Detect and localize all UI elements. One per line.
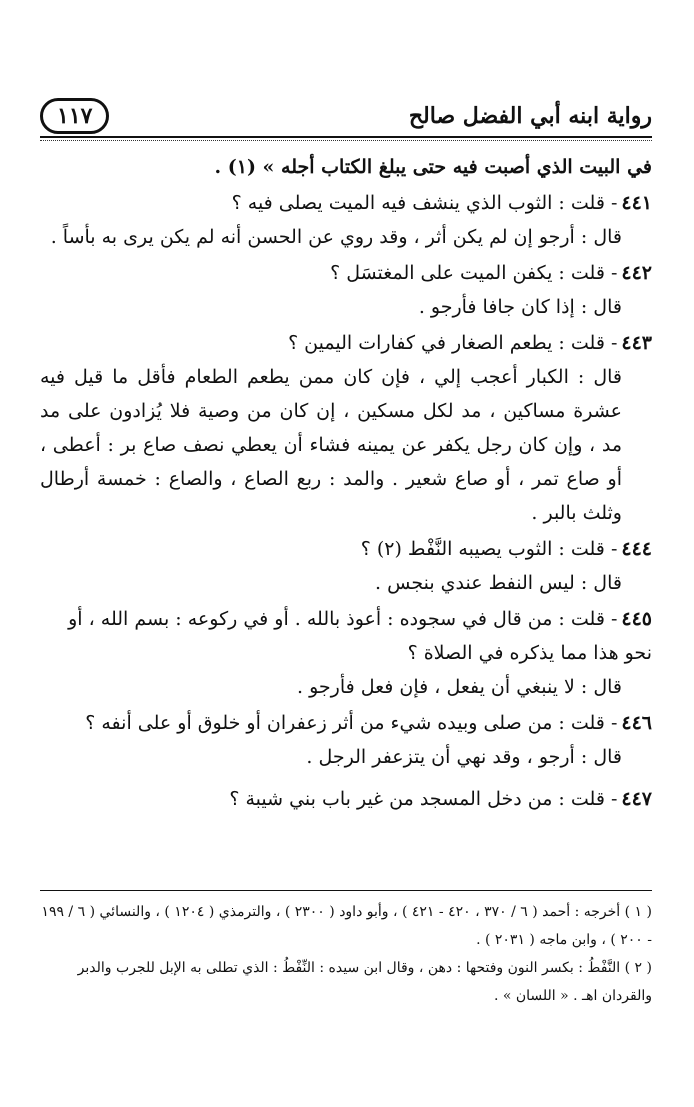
entry-number: ٤٤٢ <box>621 262 652 284</box>
entry-number: ٤٤٧ <box>621 788 652 810</box>
entry-number: ٤٤٦ <box>621 712 652 734</box>
footnote-1: ( ١ ) أخرجه : أحمد ( ٦ / ٣٧٠ ، ٤٢٠ - ٤٢١ ) ، وأبو داود ( ٢٣٠٠ ) ، والترمذي ( ١٢٠٤ ) ، والنسائي ( ٦ / ١٩٩ - ٢٠٠ ) ، وابن ماجه ( ٢٠٣١ ) . <box>41 904 652 948</box>
entry-question: قلت : من قال في سجوده : أعوذ بالله . أو في ركوعه : بسم الله ، أو نحو هذا مما يذكره في الصلاة ؟ <box>68 608 652 664</box>
entry-answer: قال : أرجو ، وقد نهي أن يتزعفر الرجل . <box>306 746 622 768</box>
entry-answer: قال : ليس النفط عندي بنجس . <box>375 572 622 594</box>
entry-question: قلت : الثوب يصيبه النَّفْط (٢) ؟ <box>360 538 605 560</box>
entry-answer: قال : الكبار أعجب إلي ، فإن كان ممن يطعم الطعام فأقل ما قيل فيه عشرة مساكين ، مد لكل مسكين ، إن كان من وصية فلا يُزادون على مد مد ، وإن كان رجل يكفر عن يمينه فشاء أن يعطي نصف صاع بر : أعطى ، أو صاع تمر ، أو صاع شعير . والمد : ربع الصاع ، والصاع : خمسة أرطال وثلث بالبر . <box>40 366 622 524</box>
entry-443: ٤٤٣- قلت : يطعم الصغار في كفارات اليمين ؟ قال : الكبار أعجب إلي ، فإن كان ممن يطعم الطعام فأقل ما قيل فيه عشرة مساكين ، مد لكل مسكين ، إن كان من وصية فلا يُزادون على مد مد ، وإن كان رجل يكفر عن يمينه فشاء أن يعطي نصف صاع بر : أعطى ، أو صاع تمر ، أو صاع شعير . والمد : ربع الصاع ، والصاع : خمسة أرطال وثلث بالبر . <box>40 326 652 530</box>
entry-number: ٤٤٤ <box>621 538 652 560</box>
page-body <box>40 150 652 816</box>
entry-444: ٤٤٤- قلت : الثوب يصيبه النَّفْط (٢) ؟ قال : ليس النفط عندي بنجس . <box>40 532 652 600</box>
page-header <box>40 96 652 136</box>
entry-number: ٤٤١ <box>621 192 652 214</box>
entry-number: ٤٤٥ <box>621 608 652 630</box>
entry-answer: قال : لا ينبغي أن يفعل ، فإن فعل فأرجو . <box>297 676 622 698</box>
entry-answer: قال : أرجو إن لم يكن أثر ، وقد روي عن الحسن أنه لم يكن يرى به بأساً . <box>50 226 622 248</box>
entry-number: ٤٤٣ <box>621 332 652 354</box>
continuation-line: في البيت الذي أصبت فيه حتى يبلغ الكتاب أجله » (١) . <box>214 156 652 178</box>
running-title: رواية ابنه أبي الفضل صالح <box>408 103 652 129</box>
entry-442: ٤٤٢- قلت : يكفن الميت على المغتسَل ؟ قال : إذا كان جافا فأرجو . <box>40 256 652 324</box>
footnote-rule <box>40 890 652 891</box>
entry-answer: قال : إذا كان جافا فأرجو . <box>418 296 622 318</box>
entry-question: قلت : الثوب الذي ينشف فيه الميت يصلى فيه ؟ <box>231 192 605 214</box>
header-dotted-rule <box>40 140 652 141</box>
entry-question: قلت : من صلى وبيده شيء من أثر زعفران أو خلوق أو على أنفه ؟ <box>85 712 605 734</box>
page-number-badge: ١١٧ <box>40 98 109 134</box>
footnote-2: ( ٢ ) النَّفْطُ : بكسر النون وفتحها : دهن ، وقال ابن سيده : النِّفْطُ : الذي تطلى به الإبل للجرب والدبر والقردان اهـ . « اللسان » . <box>77 960 652 1004</box>
header-rule <box>40 136 652 138</box>
entry-question: قلت : من دخل المسجد من غير باب بني شيبة ؟ <box>229 788 605 810</box>
entry-447: ٤٤٧- قلت : من دخل المسجد من غير باب بني شيبة ؟ <box>229 788 652 810</box>
entry-446: ٤٤٦- قلت : من صلى وبيده شيء من أثر زعفران أو خلوق أو على أنفه ؟ قال : أرجو ، وقد نهي أن يتزعفر الرجل . <box>40 706 652 774</box>
entry-question: قلت : يطعم الصغار في كفارات اليمين ؟ <box>288 332 605 354</box>
entry-445: ٤٤٥- قلت : من قال في سجوده : أعوذ بالله . أو في ركوعه : بسم الله ، أو نحو هذا مما يذكره في الصلاة ؟ قال : لا ينبغي أن يفعل ، فإن فعل فأرجو . <box>40 602 652 704</box>
entry-question: قلت : يكفن الميت على المغتسَل ؟ <box>330 262 605 284</box>
entry-441: ٤٤١- قلت : الثوب الذي ينشف فيه الميت يصلى فيه ؟ قال : أرجو إن لم يكن أثر ، وقد روي عن الحسن أنه لم يكن يرى به بأساً . <box>40 186 652 254</box>
footnotes <box>40 898 652 1010</box>
